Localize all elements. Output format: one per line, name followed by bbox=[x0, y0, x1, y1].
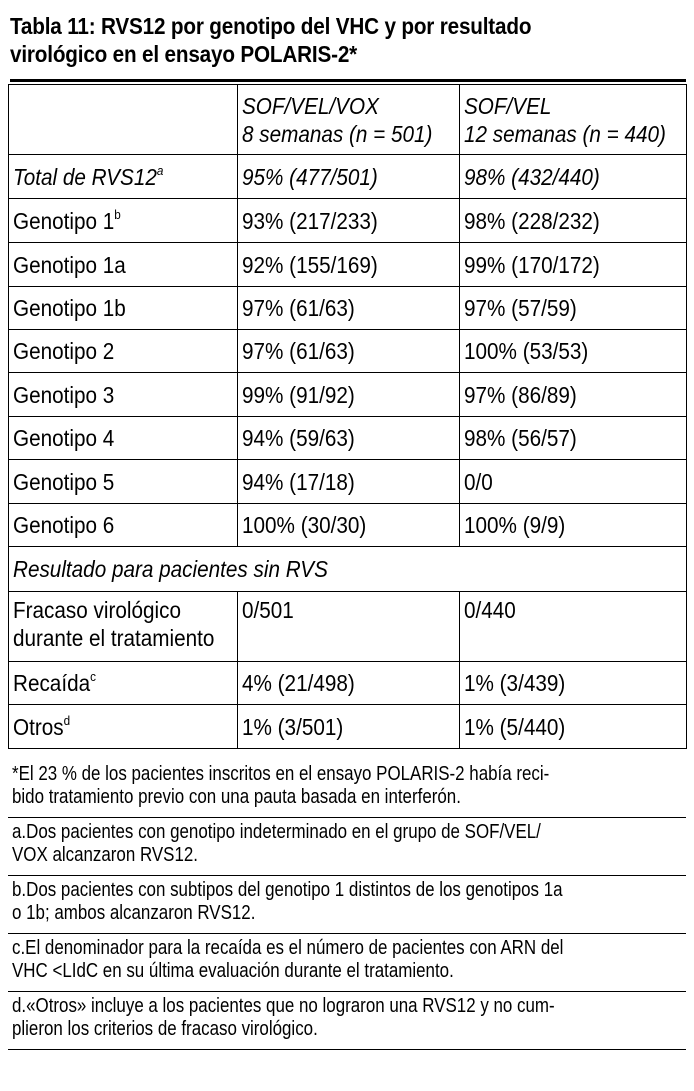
table-row bbox=[9, 287, 687, 330]
row-value-sof-vel-vox: 0/501 bbox=[238, 592, 460, 662]
table-row bbox=[9, 330, 687, 373]
row-value-sof-vel-vox: 99% (91/92) bbox=[238, 373, 460, 417]
row-value-sof-vel-vox: 92% (155/169) bbox=[238, 243, 460, 287]
section-heading: Resultado para pacientes sin RVS bbox=[9, 547, 687, 592]
row-value-sof-vel: 97% (57/59) bbox=[460, 287, 687, 330]
row-value-sof-vel: 98% (228/232) bbox=[460, 199, 687, 243]
row-label: Genotipo 2 bbox=[9, 330, 238, 373]
table-title bbox=[10, 12, 615, 68]
row-label: Genotipo 5 bbox=[9, 460, 238, 504]
row-value-sof-vel: 0/0 bbox=[460, 460, 687, 504]
footnote-a: a.Dos pacientes con genotipo indeterminado en el grupo de SOF/VEL/ VOX alcanzaron RVS12. bbox=[8, 818, 686, 876]
row-value-sof-vel-vox: 100% (30/30) bbox=[238, 504, 460, 547]
row-value-sof-vel: 98% (432/440) bbox=[460, 155, 687, 199]
footnote-b: b.Dos pacientes con subtipos del genotipo 1 distintos de los genotipos 1a o 1b; ambos alcanzaron RVS12. bbox=[8, 876, 686, 934]
row-value-sof-vel: 97% (86/89) bbox=[460, 373, 687, 417]
table-row bbox=[9, 705, 687, 749]
footnote-c: c.El denominador para la recaída es el número de pacientes con ARN del VHC <LIdC en su última evaluación durante el tratamiento. bbox=[8, 934, 686, 992]
row-value-sof-vel: 1% (5/440) bbox=[460, 705, 687, 749]
table-row bbox=[9, 460, 687, 504]
row-label: Total de RVS12$^a$ bbox=[9, 155, 238, 199]
row-value-sof-vel: 99% (170/172) bbox=[460, 243, 687, 287]
header-sof-vel-line-1: SOF/VEL bbox=[464, 92, 552, 119]
footnote-d: d.«Otros» incluye a los pacientes que no lograron una RVS12 y no cum- plieron los criterios de fracaso virológico. bbox=[8, 992, 686, 1050]
header-sof-vel-vox-line-2: 8 semanas (n = 501) bbox=[242, 120, 433, 147]
table-row bbox=[9, 417, 687, 460]
table-title-line-1: Tabla 11: RVS12 por genotipo del VHC y por resultado bbox=[10, 13, 532, 39]
table-row bbox=[9, 199, 687, 243]
row-value-sof-vel-vox: 93% (217/233) bbox=[238, 199, 460, 243]
footnotes bbox=[8, 758, 686, 1050]
row-label: Genotipo 1$^b$ bbox=[9, 199, 238, 243]
table-row bbox=[9, 373, 687, 417]
row-value-sof-vel: 0/440 bbox=[460, 592, 687, 662]
title-rule bbox=[10, 79, 686, 82]
row-value-sof-vel-vox: 95% (477/501) bbox=[238, 155, 460, 199]
table-header-row bbox=[9, 85, 687, 155]
row-label: Genotipo 3 bbox=[9, 373, 238, 417]
row-label: Genotipo 4 bbox=[9, 417, 238, 460]
table-row bbox=[9, 155, 687, 199]
footnote-asterisk: *El 23 % de los pacientes inscritos en el ensayo POLARIS-2 había reci- bido tratamiento previo con una pauta basada en interferón. bbox=[8, 758, 686, 818]
row-label: Genotipo 1b bbox=[9, 287, 238, 330]
header-sof-vel bbox=[460, 85, 687, 155]
table-row bbox=[9, 592, 687, 662]
row-label: Recaída$^c$ bbox=[9, 662, 238, 705]
row-value-sof-vel: 100% (9/9) bbox=[460, 504, 687, 547]
results-table bbox=[8, 84, 687, 749]
row-value-sof-vel-vox: 97% (61/63) bbox=[238, 330, 460, 373]
row-value-sof-vel: 98% (56/57) bbox=[460, 417, 687, 460]
row-label: Genotipo 6 bbox=[9, 504, 238, 547]
row-value-sof-vel-vox: 94% (59/63) bbox=[238, 417, 460, 460]
row-label: Genotipo 1a bbox=[9, 243, 238, 287]
table-row bbox=[9, 504, 687, 547]
table-title-line-2: virológico en el ensayo POLARIS-2* bbox=[10, 41, 358, 67]
row-value-sof-vel-vox: 1% (3/501) bbox=[238, 705, 460, 749]
row-value-sof-vel-vox: 94% (17/18) bbox=[238, 460, 460, 504]
header-sof-vel-line-2: 12 semanas (n = 440) bbox=[464, 120, 666, 147]
row-value-sof-vel: 100% (53/53) bbox=[460, 330, 687, 373]
table-row bbox=[9, 243, 687, 287]
row-label: Fracaso virológico durante el tratamiento bbox=[9, 592, 238, 662]
section-row bbox=[9, 547, 687, 592]
header-sof-vel-vox bbox=[238, 85, 460, 155]
row-label: Otros$^d$ bbox=[9, 705, 238, 749]
header-empty-cell bbox=[9, 85, 238, 155]
header-sof-vel-vox-line-1: SOF/VEL/VOX bbox=[242, 92, 379, 119]
table-row bbox=[9, 662, 687, 705]
row-value-sof-vel-vox: 4% (21/498) bbox=[238, 662, 460, 705]
row-value-sof-vel: 1% (3/439) bbox=[460, 662, 687, 705]
row-value-sof-vel-vox: 97% (61/63) bbox=[238, 287, 460, 330]
